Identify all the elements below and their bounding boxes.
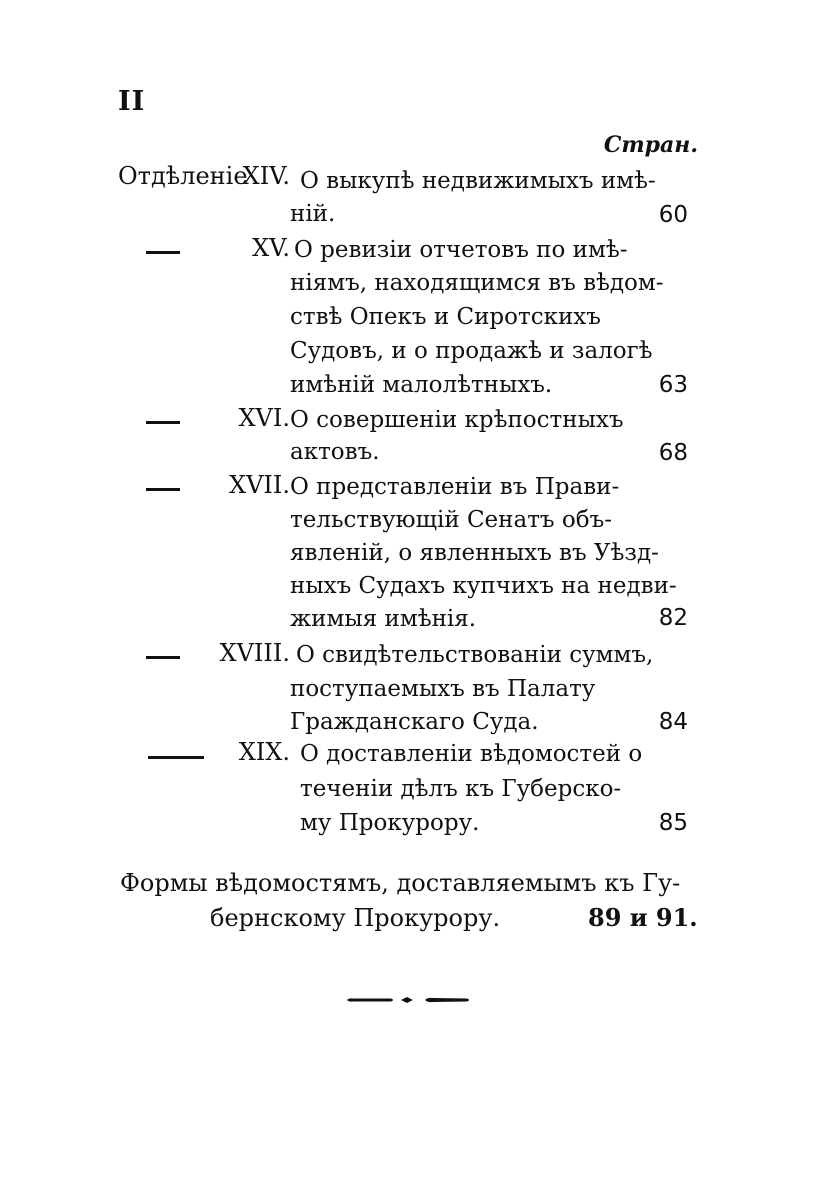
entry-text-line: нiямъ, находящимся въ вѣдом- [290,270,664,296]
page-number: II [118,86,146,117]
section-numeral: XIV. [242,162,290,190]
entry-page-number: 82 [658,605,688,631]
entry-text-line: му Прокурору. [300,810,480,836]
divider-ornament [347,995,471,1005]
entry-page-number: 63 [658,372,688,398]
section-numeral: XVIII. [219,639,290,667]
entry-text-line: тельствующiй Сенатъ объ- [290,507,612,533]
dash-leader [148,756,204,759]
dash-leader [146,656,180,659]
entry-text-line: ныхъ Судахъ купчихъ на недви- [290,573,677,599]
section-numeral: XVII. [228,471,290,499]
entry-text-line: О представленiи въ Прави- [290,474,620,500]
ornament-center-diamond [401,997,413,1003]
entry-text-line: жимыя имѣнiя. [290,606,477,632]
entry-text-line: актовъ. [290,439,380,465]
forms-text-line: бернскому Прокурору. [210,904,501,932]
entry-text-line: нiй. [290,201,336,227]
entry-page-number: 68 [658,440,688,466]
entry-text-line: О выкупѣ недвижимыхъ имѣ- [300,168,656,194]
dash-leader [146,251,180,254]
section-numeral: XVI. [238,404,290,432]
entry-page-number: 60 [658,202,688,228]
page-column-header: Стран. [603,132,698,158]
section-label: Отдѣленiе [118,162,248,190]
entry-page-number: 85 [658,810,688,836]
entry-text-line: поступаемыхъ въ Палату [290,676,596,702]
entry-text-line: О свидѣтельствованiи суммъ, [296,642,654,668]
entry-text-line: Судовъ, и о продажѣ и залогѣ [290,338,653,364]
ornament-right-bar [425,998,469,1002]
ornament-left-bar [347,998,393,1001]
entry-text-line: явленiй, о явленныхъ въ Уѣзд- [290,540,659,566]
entry-text-line: теченiи дѣлъ къ Губерско- [300,776,622,802]
dash-leader [146,488,180,491]
entry-text-line: О совершенiи крѣпостныхъ [290,407,624,433]
forms-page-numbers: 89 и 91. [588,903,698,932]
entry-text-line: О ревизiи отчетовъ по имѣ- [294,237,628,263]
section-numeral: XIX. [238,738,290,766]
entry-page-number: 84 [658,709,688,735]
section-numeral: XV. [252,234,290,262]
entry-text-line: имѣнiй малолѣтныхъ. [290,372,553,398]
entry-text-line: Гражданскаго Суда. [290,709,539,735]
dash-leader [146,421,180,424]
entry-text-line: ствѣ Опекъ и Сиротскихъ [290,304,601,330]
forms-text-line: Формы вѣдомостямъ, доставляемымъ къ Гу- [120,869,681,897]
entry-text-line: О доставленiи вѣдомостей о [300,741,643,767]
